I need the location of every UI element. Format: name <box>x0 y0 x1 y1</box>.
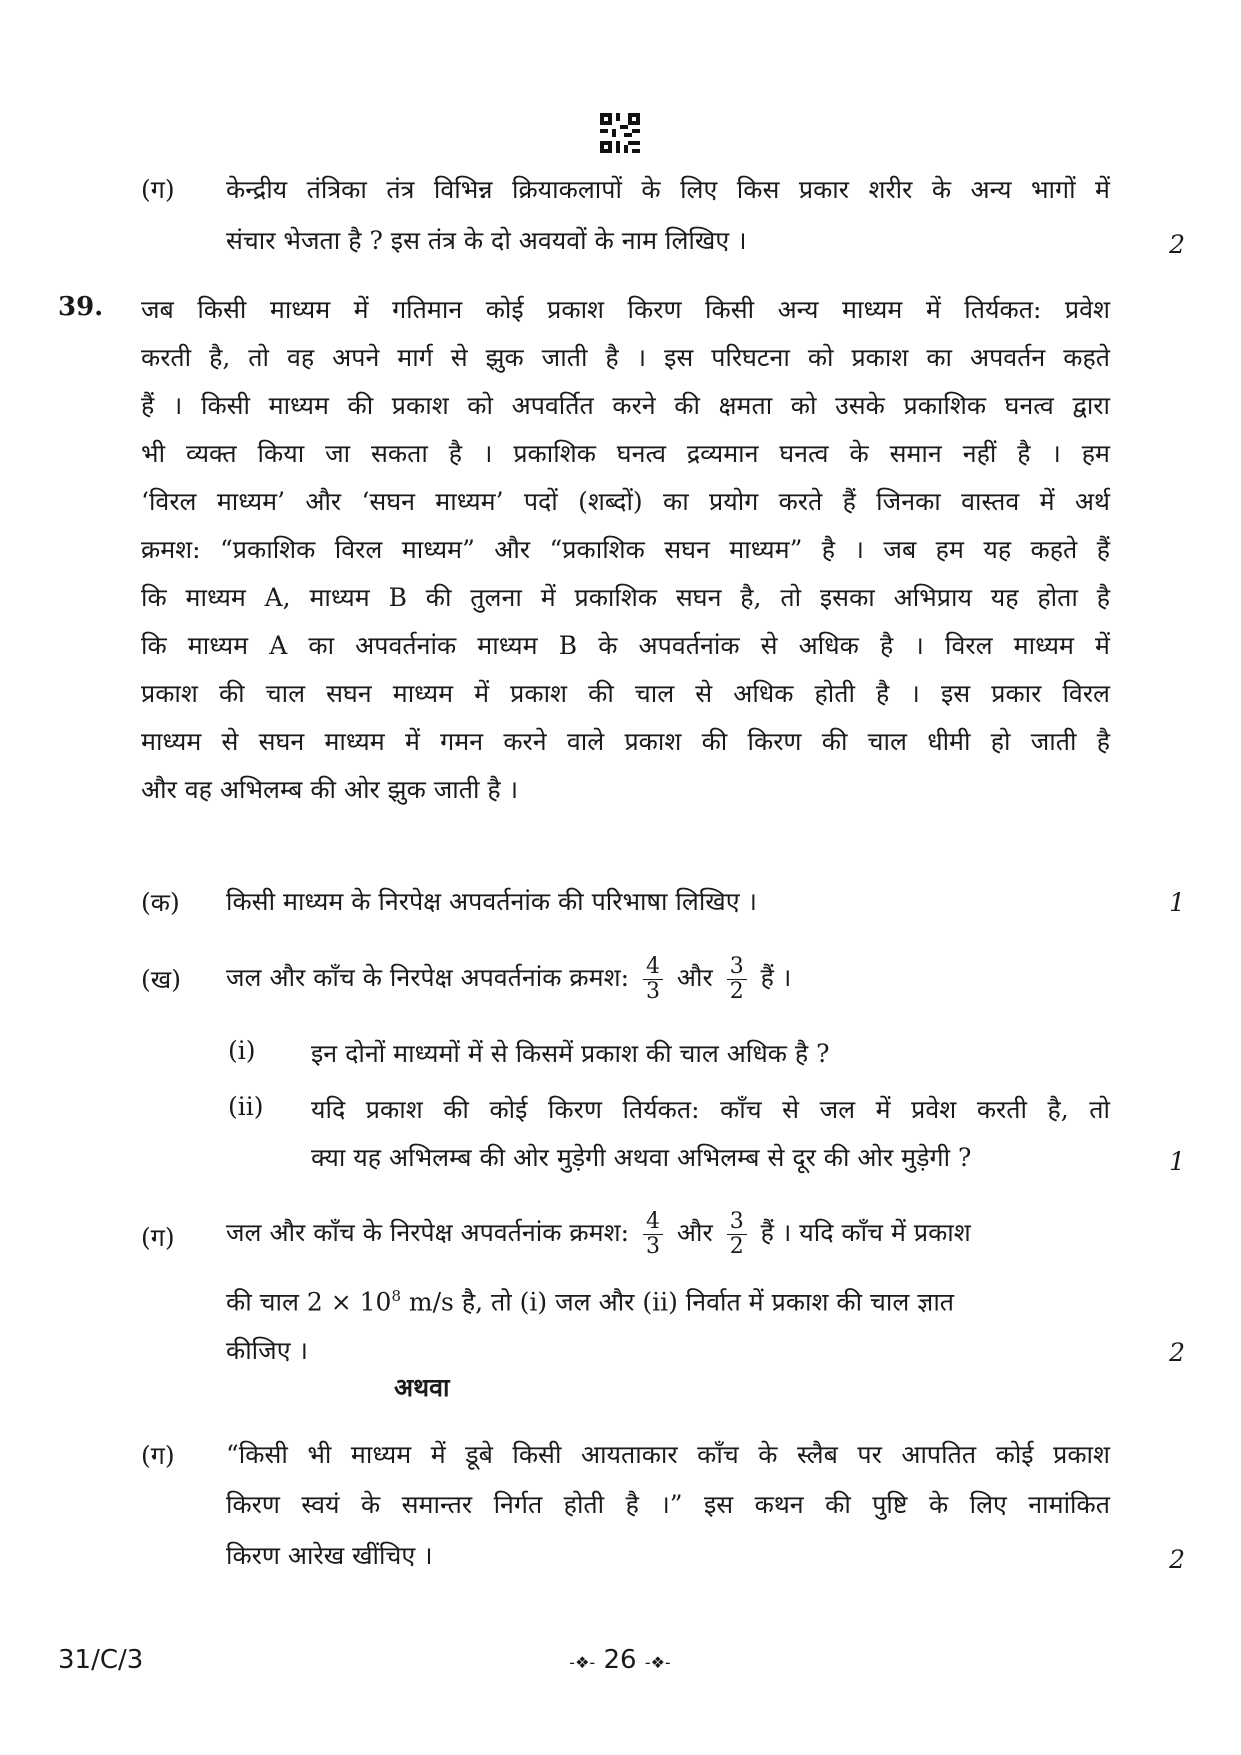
part-b-i-label: (i) <box>228 1036 256 1065</box>
passage-line: करती है, तो वह अपने मार्ग से झुक जाती है । इस परिघटना को प्रकाश का अपवर्तन कहते <box>141 343 1110 372</box>
part-a-text: किसी माध्यम के निरपेक्ष अपवर्तनांक की परिभाषा लिखिए । <box>226 887 758 916</box>
page-ornament-left: -❖- <box>569 1653 596 1672</box>
part-c-marks: 2 <box>1169 1338 1185 1367</box>
part-b-ii-line2: क्या यह अभिलम्ब की ओर मुड़ेगी अथवा अभिलम्ब से दूर की ओर मुड़ेगी ? <box>311 1143 972 1172</box>
part-b-text-after: हैं । <box>760 963 792 992</box>
or-separator: अथवा <box>394 1373 450 1402</box>
question-number: 39. <box>58 292 104 322</box>
page-number-box <box>560 1645 680 1675</box>
prev-part-line2: संचार भेजता है ? इस तंत्र के दो अवयवों के नाम लिखिए । <box>226 226 747 255</box>
part-c-text-before: जल और काँच के निरपेक्ष अपवर्तनांक क्रमश: <box>226 1218 630 1247</box>
passage-line: माध्यम से सघन माध्यम में गमन करने वाले प्रकाश की किरण की चाल धीमी हो जाती है <box>141 727 1110 756</box>
passage-line: कि माध्यम A का अपवर्तनांक माध्यम B के अपवर्तनांक से अधिक है । विरल माध्यम में <box>141 631 1110 660</box>
part-c-stem <box>226 1203 1110 1263</box>
fraction-four-thirds: $\frac{4}{3}$ <box>643 1210 663 1259</box>
part-c-line3: कीजिए । <box>226 1336 308 1365</box>
part-a-marks: 1 <box>1169 888 1185 917</box>
part-c-alt-marks: 2 <box>1169 1545 1185 1574</box>
passage-line: हैं । किसी माध्यम की प्रकाश को अपवर्तित करने की क्षमता को उसके प्रकाशिक घनत्व द्वारा <box>141 391 1110 420</box>
fraction-three-halves: $\frac{3}{2}$ <box>727 1210 747 1259</box>
passage-line: क्रमश: “प्रकाशिक विरल माध्यम” और “प्रकाशिक सघन माध्यम” है । जब हम यह कहते हैं <box>141 535 1110 564</box>
part-b-i-text: इन दोनों माध्यमों में से किसमें प्रकाश की चाल अधिक है ? <box>311 1039 830 1068</box>
part-b-and: और <box>676 963 713 992</box>
part-c-alt-line1: “किसी भी माध्यम में डूबे किसी आयताकार काँच के स्लैब पर आपतित कोई प्रकाश <box>226 1440 1110 1469</box>
fraction-three-halves: $\frac{3}{2}$ <box>727 955 747 1004</box>
passage-line: ‘विरल माध्यम’ और ‘सघन माध्यम’ पदों (शब्दों) का प्रयोग करते हैं जिनका वास्तव में अर्थ <box>141 487 1110 516</box>
part-c-line2: की चाल $2 \times 10^8$ m/s है, तो (i) जल और (ii) निर्वात में प्रकाश की चाल ज्ञात <box>226 1287 955 1317</box>
part-b-ii-label: (ii) <box>228 1092 264 1121</box>
paper-code: 31/C/3 <box>58 1645 144 1675</box>
question-passage <box>141 286 1110 814</box>
passage-line: प्रकाश की चाल सघन माध्यम में प्रकाश की चाल से अधिक होती है । इस प्रकार विरल <box>141 679 1110 708</box>
part-c-and: और <box>676 1218 713 1247</box>
part-b-ii-line1: यदि प्रकाश की कोई किरण तिर्यकत: काँच से जल में प्रवेश करती है, तो <box>311 1095 1110 1124</box>
part-b-marks: 1 <box>1169 1147 1185 1176</box>
page-ornament-right: -❖- <box>644 1653 671 1672</box>
part-c-alt-line2: किरण स्वयं के समान्तर निर्गत होती है ।” इस कथन की पुष्टि के लिए नामांकित <box>226 1490 1110 1519</box>
page-number: 26 <box>603 1645 637 1675</box>
part-c-label: (ग) <box>141 1223 175 1252</box>
part-c-alt-line3: किरण आरेख खींचिए । <box>226 1541 433 1570</box>
part-c-text-after: हैं । यदि काँच में प्रकाश <box>760 1218 971 1247</box>
part-b-stem <box>226 948 1110 1008</box>
prev-part-label: (ग) <box>141 175 175 204</box>
part-c-alt-label: (ग) <box>141 1441 175 1470</box>
prev-part-marks: 2 <box>1169 230 1185 259</box>
part-b-text-before: जल और काँच के निरपेक्ष अपवर्तनांक क्रमश: <box>226 963 630 992</box>
passage-line: जब किसी माध्यम में गतिमान कोई प्रकाश किरण किसी अन्य माध्यम में तिर्यकत: प्रवेश <box>141 295 1110 324</box>
part-a-label: (क) <box>141 888 180 917</box>
fraction-four-thirds: $\frac{4}{3}$ <box>643 955 663 1004</box>
passage-line: भी व्यक्त किया जा सकता है । प्रकाशिक घनत्व द्रव्यमान घनत्व के समान नहीं है । हम <box>141 439 1110 468</box>
qr-code-icon <box>600 113 640 153</box>
prev-part-line1: केन्द्रीय तंत्रिका तंत्र विभिन्न क्रियाकलापों के लिए किस प्रकार शरीर के अन्य भागों में <box>226 175 1110 204</box>
passage-line: और वह अभिलम्ब की ओर झुक जाती है । <box>141 775 519 804</box>
part-b-label: (ख) <box>141 965 181 994</box>
passage-line: कि माध्यम A, माध्यम B की तुलना में प्रकाशिक सघन है, तो इसका अभिप्राय यह होता है <box>141 583 1110 612</box>
